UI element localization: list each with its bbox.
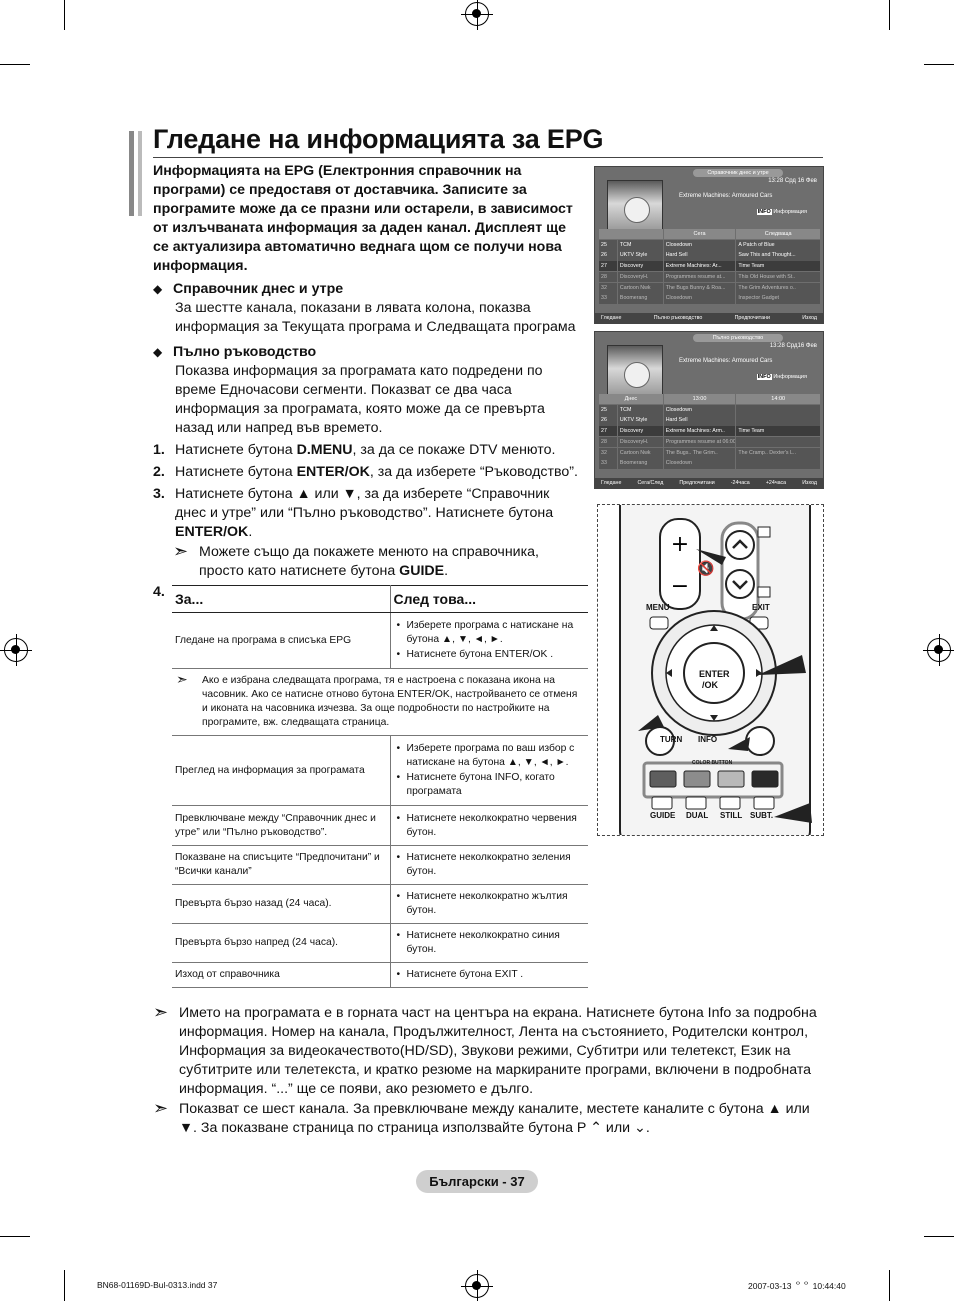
bottom-note-1: ➣ Името на програмата е в горната част на центъра на екрана. Натиснете бутона Info за подробна информация. Номер на канала, Продължителност, Лента на състоянието, Родителски контрол, Информация за видеокачеството(HD/SD), Звукови режими, Субтитри или телетекст, Език на субтитрите или телетекста, и кратко резюме на маркираните програми, включени в подробната информация. “...” ще се появи, ако резюмето е дълго. <box>153 1002 817 1097</box>
step-2: 2. Натиснете бутона ENTER/OK, за да изберете “Ръководство”. <box>153 464 578 480</box>
svg-text:🔇: 🔇 <box>697 561 715 577</box>
table-row: Показване на списъците “Предпочитани” и “Всички канали” • Натиснете неколкократно зеления бутон. <box>172 846 588 885</box>
table-row: Превърта бързо назад (24 часа). • Натиснете неколкократно жълтия бутон. <box>172 885 588 924</box>
print-date-info: 2007-03-13 ᄋᄋ 10:44:40 <box>748 1281 846 1291</box>
epg-row: 33 Boomerang Closedown <box>599 458 821 468</box>
epg-row: 25 TCM Closedown A Patch of Blue <box>599 240 821 250</box>
epg-today-tomorrow-screenshot: Справочник днес и утре 13:28 Срд 16 Фев Extreme Machines: Armoured Cars INFO Информация Сега Следваща 25 TCM Closedown A Patch of Blue 26 UKTV Style Hard Sell Saw This and Thought... 27 Discovery Extreme Machines: Ar... Time Team 28 DiscoveryH. Programmes resume at... This Old House with St.. 32 Cartoon Nwk The Bugs Bunny & Roa... The Grim Adventures o.. 33 Boomerang Closedown Inspector Gadget Гледане Пълно ръководство Предпочитани Изход <box>594 166 824 324</box>
note-arrow-icon: ➣ <box>176 671 188 687</box>
crop-mark <box>64 1270 65 1301</box>
page-number-badge: Български - 37 <box>416 1170 538 1193</box>
crop-mark <box>0 1236 30 1237</box>
epg-row: 27 Discovery Extreme Machines: Ar... Time Team <box>599 261 821 271</box>
crop-mark <box>0 64 30 65</box>
remote-label: GUIDE <box>650 811 676 820</box>
remote-label: INFO <box>698 735 718 744</box>
note-arrow-icon: ➣ <box>173 541 189 561</box>
remote-label: STILL <box>720 811 743 820</box>
remote-label: COLOR BUTTON <box>692 760 733 766</box>
remote-label: DUAL <box>686 811 709 820</box>
instructions-table <box>172 585 588 988</box>
remote-control-illustration <box>597 504 824 836</box>
epg-row: 32 Cartoon Nwk The Bugs Bunny & Roa... The Grim Adventures o.. <box>599 283 821 293</box>
registration-mark-icon <box>465 2 489 26</box>
crop-mark <box>889 1270 890 1301</box>
print-file-info: BN68-01169D-Bul-0313.indd 37 <box>97 1280 218 1290</box>
page-title: Гледане на информацията за EPG <box>153 124 604 154</box>
table-row: Превключване между “Справочник днес и утре” или “Пълно ръководство”. • Натиснете неколкократно червения бутон. <box>172 806 588 846</box>
epg-row: 28 DiscoveryH. Programmes resume at... This Old House with St.. <box>599 272 821 282</box>
note-arrow-icon: ➣ <box>153 1002 169 1022</box>
diamond-bullet-icon: ◆ <box>153 345 163 359</box>
table-row: Гледане на програма в списъка EPG • Изберете програма с натискане на бутона ▲, ▼, ◄, ►. • Натиснете бутона ENTER/OK . <box>172 613 588 669</box>
step-3-note: ➣ Можете също да покажете менюто на справочника, просто като натиснете бутона GUIDE. <box>173 541 539 579</box>
note-arrow-icon: ➣ <box>153 1098 169 1118</box>
crop-mark <box>924 1236 954 1237</box>
epg-row: 25 TCM Closedown <box>599 405 821 415</box>
step-1: 1. Натиснете бутона D.MENU, за да се покаже DTV менюто. <box>153 442 556 458</box>
section-heading: Пълно ръководство <box>173 344 317 360</box>
epg-grid: Сега Следваща 25 TCM Closedown A Patch of Blue 26 UKTV Style Hard Sell Saw This and Thought... 27 Discovery Extreme Machines: Ar... Time Team 28 DiscoveryH. Programmes resume at... This Old House with St.. 32 Cartoon Nwk The Bugs Bunny & Roa... The Grim Adventures o.. 33 Boomerang Closedown Inspector Gadget <box>599 229 821 304</box>
section-full-guide <box>153 343 563 438</box>
remote-label: ENTER <box>699 669 730 679</box>
epg-row: 26 UKTV Style Hard Sell Saw This and Thought... <box>599 250 821 260</box>
title-accent-bar <box>129 131 134 216</box>
remote-label: TURN <box>660 735 683 744</box>
epg-row: 33 Boomerang Closedown Inspector Gadget <box>599 293 821 303</box>
remote-label: MENU <box>646 603 670 612</box>
remote-label: /OK <box>702 680 719 690</box>
diamond-bullet-icon: ◆ <box>153 282 163 296</box>
epg-row: 28 DiscoveryH. Programmes resume at 06:00 <box>599 437 821 447</box>
epg-full-guide-screenshot: Пълно ръководство 13:28 Срд16 Фев Extreme Machines: Armoured Cars INFO Информация Днес 13:00 14:00 25 TCM Closedown 26 UKTV Style Hard Sell 27 Discovery Extreme Machines: Arm.. Time Team 28 DiscoveryH. Programmes resume at 06:00 32 Cartoon Nwk The Bugs.. The Grim.. The Cramp.. Dexter's L.. 33 Boomerang Closedown Гледане Сега/След Предпочитани -24часа +24часа Изход <box>594 331 824 489</box>
section-heading: Справочник днес и утре <box>173 281 344 297</box>
step-3: 3. Натиснете бутона ▲ или ▼, за да изберете “Справочник днес и утре” или “Пълно ръководство”. Натиснете бутона ENTER/OK. <box>153 486 554 540</box>
crop-mark <box>64 0 65 30</box>
intro-paragraph: Информацията на EPG (Електронния справочник на програми) се предоставя от доставчика. Записите за програмите може да се празни или остарели, в зависимост от излъчваната информация за даден канал. Дисплеят ще се актуализира автоматично веднага щом се получи нова информация. <box>153 163 573 274</box>
remote-label: EXIT <box>752 603 770 612</box>
remote-label: SUBT. <box>750 811 774 820</box>
registration-mark-icon <box>465 1274 489 1298</box>
table-row: Преглед на информация за програмата • Изберете програма по ваш избор с натискане на бутона ▲, ▼, ◄, ►. • Натиснете бутона INFO, когато програмата <box>172 736 588 806</box>
epg-footer: Гледане Сега/След Предпочитани -24часа +24часа Изход <box>595 478 823 488</box>
epg-row: 32 Cartoon Nwk The Bugs.. The Grim.. The Cramp.. Dexter's L.. <box>599 448 821 458</box>
title-accent-bar <box>138 131 142 216</box>
table-note-row: ➣ Ако е избрана следващата програма, тя е настроена с показана икона на часовник. Ако се натисне отново бутона ENTER/OK, настройването се отменя и иконата на часовника изчезва. За още подробности по настройките на програмите, вж. следващата страница. <box>172 669 588 736</box>
table-row: Изход от справочника • Натиснете бутона EXIT . <box>172 963 588 988</box>
registration-mark-icon <box>927 638 951 662</box>
table-header: За... <box>172 586 390 613</box>
bottom-note-2: ➣ Показват се шест канала. За превключване между каналите, местете каналите с бутона ▲ или ▼. За показване страница по страница използвайте бутона P ⌃ или ⌄. <box>153 1098 810 1136</box>
epg-grid: Днес 13:00 14:00 25 TCM Closedown 26 UKTV Style Hard Sell 27 Discovery Extreme Machines: Arm.. Time Team 28 DiscoveryH. Programmes resume at 06:00 32 Cartoon Nwk The Bugs.. The Grim.. The Cramp.. Dexter's L.. 33 Boomerang Closedown <box>599 394 821 469</box>
crop-mark <box>924 64 954 65</box>
section-today-tomorrow <box>153 280 593 337</box>
table-header: След това... <box>390 586 588 613</box>
section-body: За шестте канала, показани в лявата колона, показва информация за Текущата програма и Следващата програма <box>175 300 576 335</box>
title-rule <box>153 157 823 158</box>
table-row: Превърта бързо напред (24 часа). • Натиснете неколкократно синия бутон. <box>172 924 588 963</box>
registration-mark-icon <box>4 638 28 662</box>
epg-footer: Гледане Пълно ръководство Предпочитани Изход <box>595 313 823 323</box>
svg-text:+: + <box>670 532 690 557</box>
section-body: Показва информация за програмата като подредени по време Едночасови сегменти. Показват се два часа информация за програмата, която може да се превърта назад или напред във времето. <box>175 363 545 436</box>
epg-row: 27 Discovery Extreme Machines: Arm.. Time Team <box>599 426 821 436</box>
epg-row: 26 UKTV Style Hard Sell <box>599 415 821 425</box>
crop-mark <box>889 0 890 30</box>
svg-text:−: − <box>670 574 690 599</box>
